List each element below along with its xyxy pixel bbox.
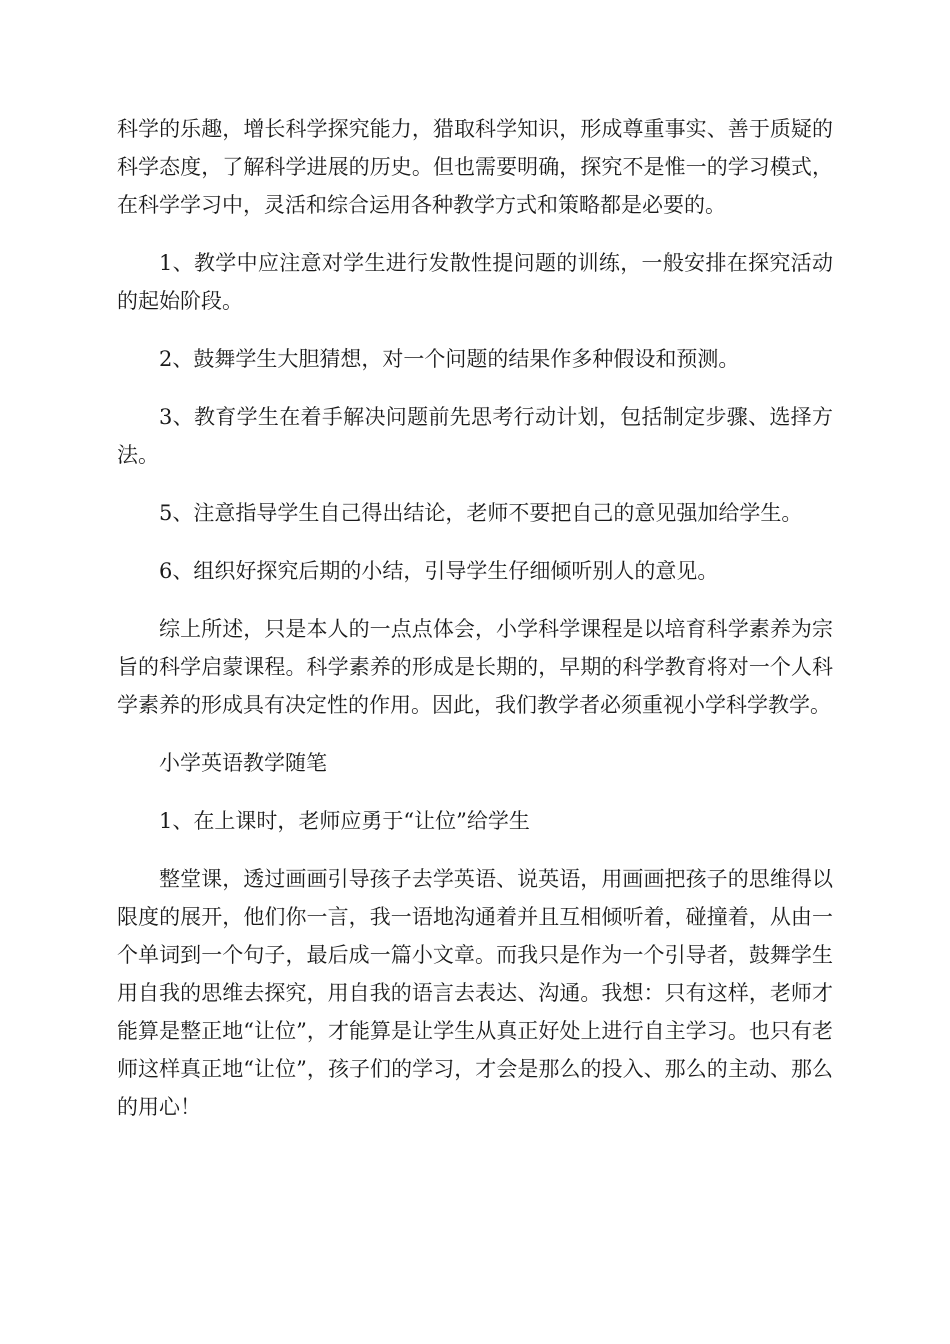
paragraph-item-5: 5、注意指导学生自己得出结论，老师不要把自己的意见强加给学生。 <box>159 501 803 525</box>
document-body <box>117 110 833 1146</box>
paragraph-science-intro: 科学的乐趣，增长科学探究能力，猎取科学知识，形成尊重事实、善于质疑的科学态度，了解科学进展的历史。但也需要明确，探究不是惟一的学习模式，在科学学习中，灵活和综合运用各种教学方式和策略都是必要的。 <box>117 117 833 217</box>
subheading-english-point-1: 1、在上课时，老师应勇于“让位”给学生 <box>159 809 530 833</box>
paragraph-item-1: 1、教学中应注意对学生进行发散性提问题的训练，一般安排在探究活动的起始阶段。 <box>117 251 833 313</box>
paragraph-item-2: 2、鼓舞学生大胆猜想，对一个问题的结果作多种假设和预测。 <box>159 347 740 371</box>
paragraph-item-3: 3、教育学生在着手解决问题前先思考行动计划，包括制定步骤、选择方法。 <box>117 405 833 467</box>
paragraph-conclusion: 综上所述，只是本人的一点点体会，小学科学课程是以培育科学素养为宗旨的科学启蒙课程。科学素养的形成是长期的，早期的科学教育将对一个人科学素养的形成具有决定性的作用。因此，我们教学者必须重视小学科学教学。 <box>117 617 833 717</box>
section-heading-english: 小学英语教学随笔 <box>159 751 327 775</box>
paragraph-item-6: 6、组织好探究后期的小结，引导学生仔细倾听别人的意见。 <box>159 559 719 583</box>
paragraph-english-body: 整堂课，透过画画引导孩子去学英语、说英语，用画画把孩子的思维得以限度的展开，他们你一言，我一语地沟通着并且互相倾听着，碰撞着，从由一个单词到一个句子，最后成一篇小文章。而我只是作为一个引导者，鼓舞学生用自我的思维去探究，用自我的语言去表达、沟通。我想：只有这样，老师才能算是整正地“让位”，才能算是让学生从真正好处上进行自主学习。也只有老师这样真正地“让位”，孩子们的学习，才会是那么的投入、那么的主动、那么的用心！ <box>117 867 833 1119</box>
